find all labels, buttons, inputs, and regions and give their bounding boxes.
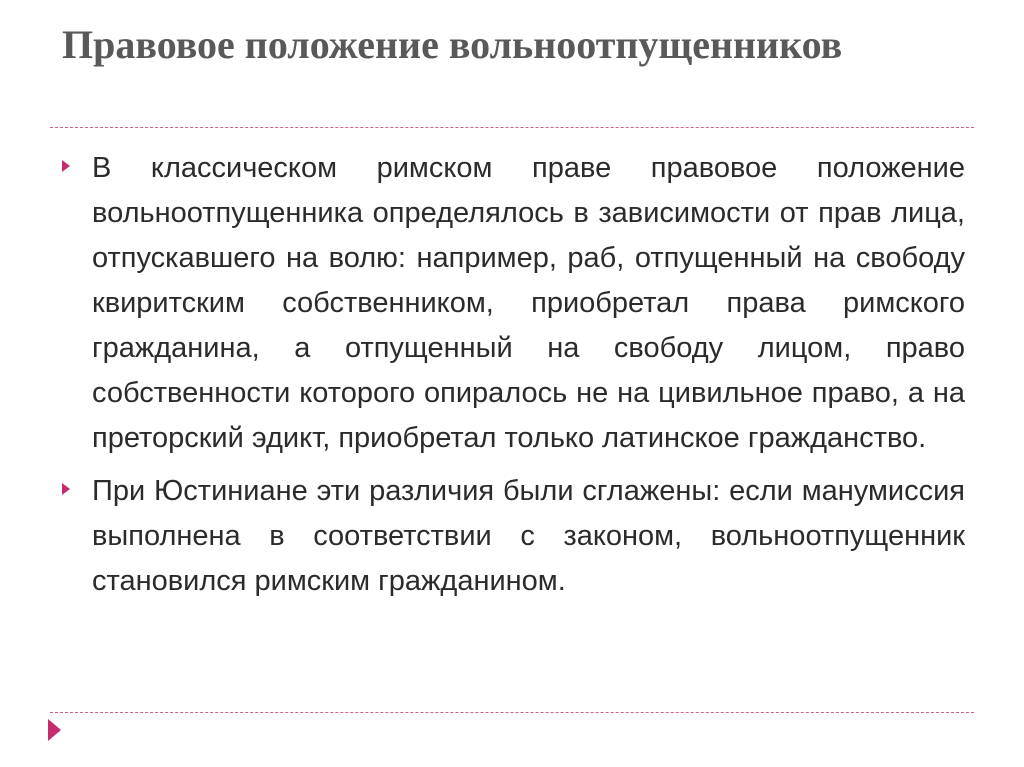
slide-title: Правовое положение вольноотпущенников bbox=[62, 22, 843, 67]
play-arrow-icon[interactable] bbox=[48, 719, 61, 741]
triangle-bullet-icon bbox=[62, 483, 70, 495]
slide-body bbox=[62, 146, 965, 612]
footer-divider bbox=[50, 712, 974, 713]
bullet-text: При Юстиниане эти различия были сглажены: если манумиссия выполнена в соответствии с законом, вольноотпущенник становился римским гражданином. bbox=[92, 475, 965, 597]
bullet-text: В классическом римском праве правовое положение вольноотпущенника определялось в зависимости от прав лица, отпускавшего на волю: например, раб, отпущенный на свободу квиритским собственником, приобретал права римского гражданина, а отпущенный на свободу лицом, право собственности которого опиралось не на цивильное право, а на преторский эдикт, приобретал только латинское гражданство. bbox=[92, 152, 965, 454]
bullet-item bbox=[62, 469, 965, 604]
title-divider bbox=[50, 127, 974, 128]
bullet-item bbox=[62, 146, 965, 461]
triangle-bullet-icon bbox=[62, 160, 70, 172]
